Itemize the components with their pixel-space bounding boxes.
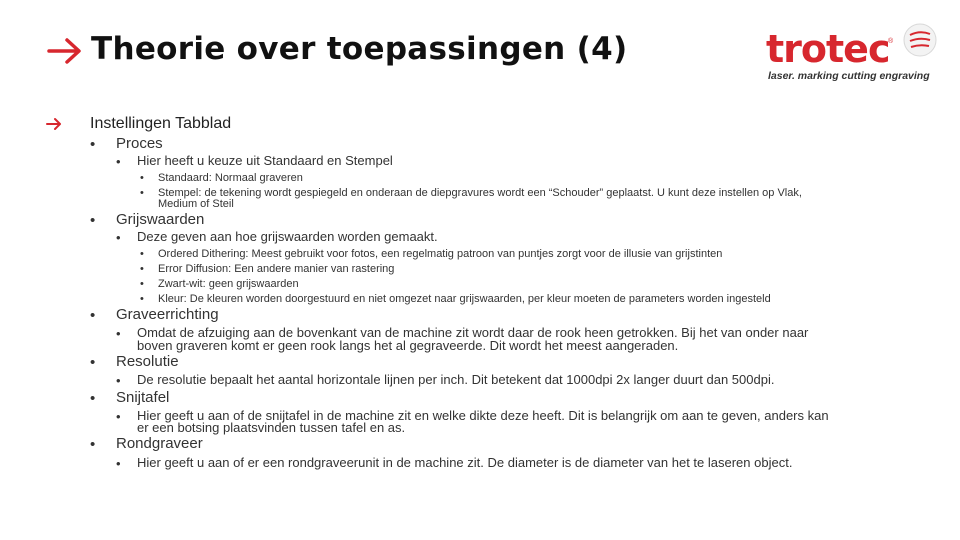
bullet-proces-item-2: • xyxy=(140,187,144,199)
bullet-rondgraveer-sub: • xyxy=(116,456,121,471)
bullet-grijswaarden: • xyxy=(90,212,96,229)
arrow-right-icon xyxy=(46,34,86,68)
bullet-graveerrichting: • xyxy=(90,307,96,324)
heading-resolutie: Resolutie xyxy=(116,353,179,370)
section-title: Instellingen Tabblad xyxy=(90,115,232,132)
gw-item-zwart-wit: Zwart-wit: geen grijswaarden xyxy=(158,278,299,290)
proces-item-standaard: Standaard: Normaal graveren xyxy=(158,172,303,184)
bullet-gw-item-2: • xyxy=(140,263,144,275)
quality-seal-icon xyxy=(902,22,938,58)
heading-rondgraveer: Rondgraveer xyxy=(116,435,203,452)
heading-proces: Proces xyxy=(116,135,163,152)
bullet-rondgraveer: • xyxy=(90,436,96,453)
logo-registered-mark: ® xyxy=(888,38,894,45)
bullet-gw-item-1: • xyxy=(140,248,144,260)
logo-tagline: laser. marking cutting engraving xyxy=(768,70,930,82)
grijswaarden-sub: Deze geven aan hoe grijswaarden worden gemaakt. xyxy=(137,229,438,244)
proces-item-stempel-cont: Medium of Steil xyxy=(158,198,234,210)
gw-item-ordered-dithering: Ordered Dithering: Meest gebruikt voor fotos, een regelmatig patroon van puntjes zorgt voor de illusie van grijstinten xyxy=(158,248,723,260)
gw-item-kleur: Kleur: De kleuren worden doorgestuurd en niet omgezet naar grijswaarden, per kleur moeten de parameters worden ingesteld xyxy=(158,293,771,305)
bullet-resolutie-sub: • xyxy=(116,373,121,388)
heading-graveerrichting: Graveerrichting xyxy=(116,306,219,323)
bullet-graveerrichting-sub: • xyxy=(116,326,121,341)
proces-item-stempel: Stempel: de tekening wordt gespiegeld en onderaan de diepgravures wordt een “Schouder” geplaatst. U kunt deze instellen op Vlak, xyxy=(158,187,802,199)
proces-sub: Hier heeft u keuze uit Standaard en Stempel xyxy=(137,153,393,168)
bullet-proces-item-1: • xyxy=(140,172,144,184)
bullet-proces-sub: • xyxy=(116,154,121,169)
snijtafel-sub-line1: Hier geeft u aan of de snijtafel in de machine zit en welke dikte deze heeft. Dit is belangrijk om aan te geven, anders kan xyxy=(137,408,829,423)
bullet-gw-item-3: • xyxy=(140,278,144,290)
graveerrichting-sub-line2: boven graveren komt er geen rook langs het al gegraveerde. Dit wordt het meest aangeraden. xyxy=(137,338,679,353)
bullet-resolutie: • xyxy=(90,354,96,371)
graveerrichting-sub-line1: Omdat de afzuiging aan de bovenkant van de machine zit wordt daar de rook heen getrokken. Bij het van onder naar xyxy=(137,325,809,340)
logo-wordmark: trotec xyxy=(766,27,890,71)
section-arrow-icon xyxy=(46,117,64,131)
page-title: Theorie over toepassingen (4) xyxy=(91,31,628,67)
trotec-logo xyxy=(764,24,944,84)
bullet-proces: • xyxy=(90,136,96,153)
heading-grijswaarden: Grijswaarden xyxy=(116,211,205,228)
heading-snijtafel: Snijtafel xyxy=(116,389,170,406)
bullet-snijtafel: • xyxy=(90,390,96,407)
bullet-gw-item-4: • xyxy=(140,293,144,305)
bullet-snijtafel-sub: • xyxy=(116,409,121,424)
snijtafel-sub-line2: er een botsing plaatsvinden tussen tafel en as. xyxy=(137,420,406,435)
rondgraveer-sub: Hier geeft u aan of er een rondgraveerunit in de machine zit. De diameter is de diameter van het te laseren object. xyxy=(137,455,793,470)
resolutie-sub: De resolutie bepaalt het aantal horizontale lijnen per inch. Dit betekent dat 1000dpi 2x langer duurt dan 500dpi. xyxy=(137,372,775,387)
gw-item-error-diffusion: Error Diffusion: Een andere manier van rastering xyxy=(158,263,395,275)
bullet-grijswaarden-sub: • xyxy=(116,230,121,245)
